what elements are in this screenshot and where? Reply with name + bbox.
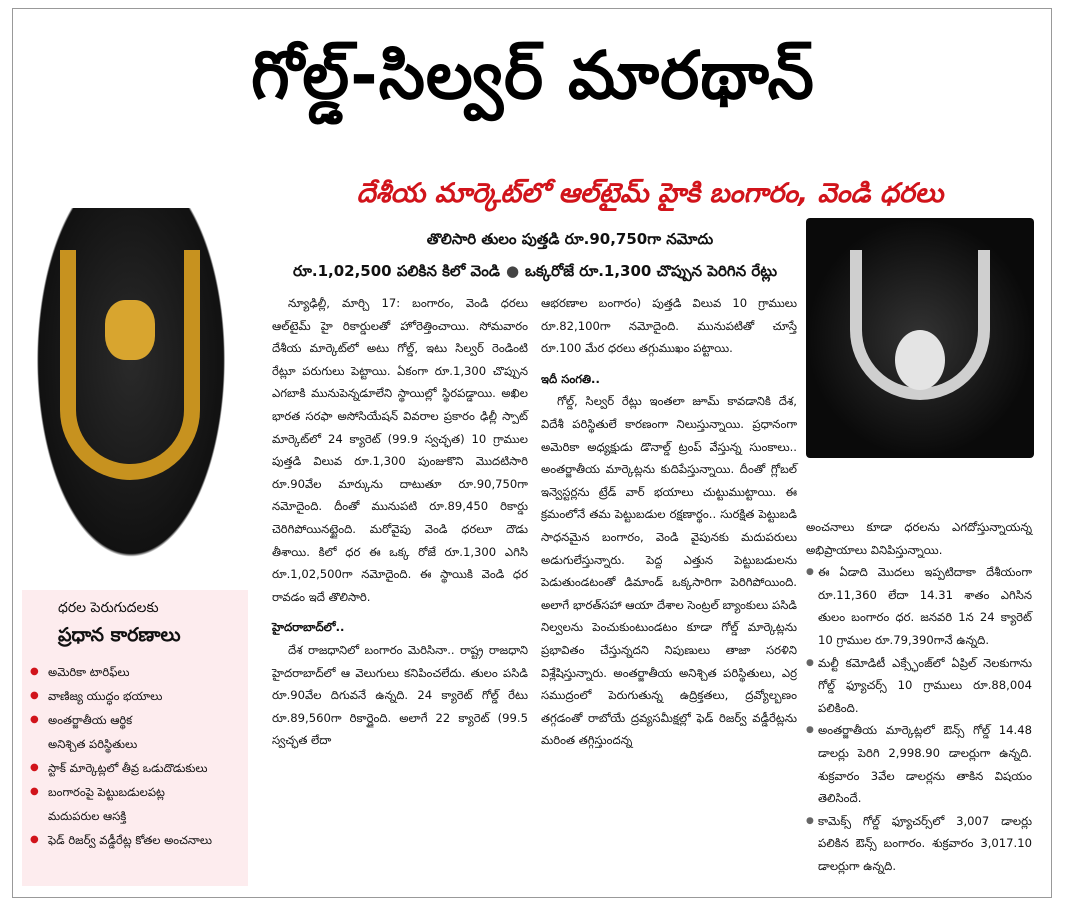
reasons-list [30,660,242,852]
kicker-line-1: తొలిసారి తులం పుత్తడి రూ.90,750గా నమోదు [426,230,714,248]
paragraph: అంచనాలు కూడా ధరలను ఎగదోస్తున్నాయన్న అభిప్రాయాలు వినిపిస్తున్నాయి. [806,520,1032,557]
reason-item: ● బంగారంపై పెట్టుబడులపట్ల [30,780,242,804]
article-column-2 [541,292,797,752]
reason-item: ● ఫెడ్ రిజర్వ్ వడ్డీరేట్ల కోతల అంచనాలు [30,828,242,852]
article-column-1 [272,292,528,752]
paragraph: న్యూఢిల్లీ, మార్చి 17: బంగారం, వెండి ధరలు ఆల్‌టైమ్ హై రికార్డులతో హోరెత్తించాయి. సోమవారం దేశీయ మార్కెట్‌లో అటు గోల్డ్, ఇటు సిల్వర్ రెండింటి రేట్లూ పరుగులు పెట్టాయి. ఏకంగా రూ.1,300 చొప్పున ఎగబాకి మునుపెన్నడూలేని స్థాయిల్లో స్థిరపడ్డాయి. అఖిల భారత సరఫా అసోసియేషన్ వివరాల ప్రకారం ఢిల్లీ స్పాట్ మార్కెట్‌లో 24 క్యారెట్ (99.9 స్వచ్ఛత) 10 గ్రాముల పుత్తడి విలువ రూ.1,300 పుంజుకొని మొదటిసారి రూ.90వేల మార్కును దాటుతూ రూ.90,750గా నమోదైంది. దీంతో మునుపటి రూ.89,450 రికార్డు చెరిగిపోయినట్టైంది. మరోవైపు వెండి ధరలూ దౌడు తీశాయి. కిలో ధర ఈ ఒక్క రోజే రూ.1,300 ఎగిసి రూ.1,02,500గా నమోదైంది. ఈ స్థాయికి వెండి ధర రావడం ఇదే తొలిసారి. [272,296,528,604]
reasons-title-2: ప్రధాన కారణాలు [58,624,181,646]
reason-item-continued: మదుపరుల ఆసక్తి [48,809,127,823]
section-heading: ఇదీ సంగతి.. [541,371,600,386]
reason-item: ● స్టాక్ మార్కెట్లలో తీవ్ర ఒడుదొడుకులు [30,756,242,780]
kicker-line-2 [255,262,815,284]
paragraph: ఆభరణాల బంగారం) పుత్తడి విలువ 10 గ్రాములు రూ.82,100గా నమోదైంది. మునుపటితో చూస్తే రూ.100 మేర ధరలు తగ్గుముఖం పట్టాయి. [541,296,797,356]
reason-item: ● అంతర్జాతీయ ఆర్థిక [30,708,242,732]
reason-item: ● వాణిజ్య యుద్ధం భయాలు [30,684,242,708]
bullet-point: ● కామెక్స్ గోల్డ్ ఫ్యూచర్స్‌లో 3,007 డాలర్లు పలికిన ఔన్స్ బంగారం. శుక్రవారం 3,017.10 డాలర్లుగా ఉన్నది. [806,810,1032,878]
bullet-point: ● ఈ ఏడాది మొదలు ఇప్పటిదాకా దేశీయంగా రూ.11,360 లేదా 14.31 శాతం ఎగిసిన తులం బంగారం ధర. జనవరి 1న 24 క్యారెట్ 10 గ్రాముల రూ.79,390గానే ఉన్నది. [806,561,1032,651]
paragraph: దేశ రాజధానిలో బంగారం మెరిసినా.. రాష్ట్ర రాజధాని హైదరాబాద్‌లో ఆ వెలుగులు కనిపించలేదు. తులం పసిడి రూ.90వేల దిగువనే ఉన్నది. 24 క్యారెట్ గోల్డ్ రేటు రూ.89,560గా రికార్డైంది. అలాగే 22 క్యారెట్ (99.5 స్వచ్ఛత లేదా [272,642,528,748]
reason-item-continued: అనిశ్చిత పరిస్థితులు [48,737,138,751]
gold-pendant-shape [105,300,155,360]
subheadline: దేశీయ మార్కెట్‌లో ఆల్‌టైమ్ హైకి బంగారం, వెండి ధరలు [356,178,944,209]
section-heading: హైదరాబాద్‌లో.. [272,620,345,635]
kicker-silver: రూ.1,02,500 పలికిన కిలో వెండి [292,262,500,280]
headline: గోల్డ్-సిల్వర్ మారథాన్ [251,37,815,114]
bullet-point: ● అంతర్జాతీయ మార్కెట్లలో ఔన్స్ గోల్డ్ 14.48 డాలర్లు పెరిగి 2,998.90 డాలర్లుగా ఉన్నది. శుక్రవారం 3వేల డాలర్లను తాకిన విషయం తెలిసిందే. [806,719,1032,809]
kicker-rise: ఒక్కరోజే రూ.1,300 చొప్పున పెరిగిన రేట్లు [525,262,778,280]
reasons-title-1: ధరల పెరుగుదలకు [58,600,159,616]
silver-pendant-shape [895,330,945,390]
reasons-box [22,590,248,886]
article-column-3 [806,516,1032,878]
bullet-dot: ● [505,262,520,280]
bullet-point: ● మల్టీ కమోడిటీ ఎక్స్ఛేంజ్‌లో ఏప్రిల్ నెలకుగాను గోల్డ్ ఫ్యూచర్స్ 10 గ్రాములు రూ.88,004 పలికింది. [806,652,1032,720]
reason-item: ● అమెరికా టారిఫ్‌లు [30,660,242,684]
gold-necklace-shape [60,250,200,480]
paragraph: గోల్డ్, సిల్వర్ రేట్లు ఇంతలా జూమ్ కావడానికి దేశ, విదేశీ పరిస్థితులే కారణంగా నిలుస్తున్నాయి. ప్రధానంగా అమెరికా అధ్యక్షుడు డొనాల్డ్ ట్రంప్ వేస్తున్న సుంకాలు.. అంతర్జాతీయ మార్కెట్లను కుదిపేస్తున్నాయి. దీంతో గ్లోబల్ ఇన్వెస్టర్లను ట్రేడ్ వార్ భయాలు చుట్టుముట్టాయి. ఈ క్రమంలోనే తమ పెట్టుబడుల రక్షణార్థం.. సురక్షిత పెట్టుబడి సాధనమైన బంగారం, వెండి వైపునకు మదుపరులు అడుగులేస్తున్నారు. పెద్ద ఎత్తున పెట్టుబడులను పెడుతుండటంతో డిమాండ్ ఒక్కసారిగా పెరిగిపోయింది. అలాగే భారత్‌సహా ఆయా దేశాల సెంట్రల్ బ్యాంకులు పసిడి నిల్వలను పెంచుకుంటుండటం కూడా గోల్డ్ మార్కెట్లను ప్రభావితం చేస్తున్నదని నిపుణులు తాజా సరళిని విశ్లేషిస్తున్నారు. అంతర్జాతీయ అనిశ్చిత పరిస్థితులు, ఎర్ర సముద్రంలో పెరుగుతున్న ఉద్రిక్తతలు, ద్రవ్యోల్బణం తగ్గడంతో రాబోయే ద్రవ్యసమీక్షల్లో ఫెడ్ రిజర్వ్ వడ్డీరేట్లను మరింత తగ్గిస్తుందన్న [541,394,797,748]
